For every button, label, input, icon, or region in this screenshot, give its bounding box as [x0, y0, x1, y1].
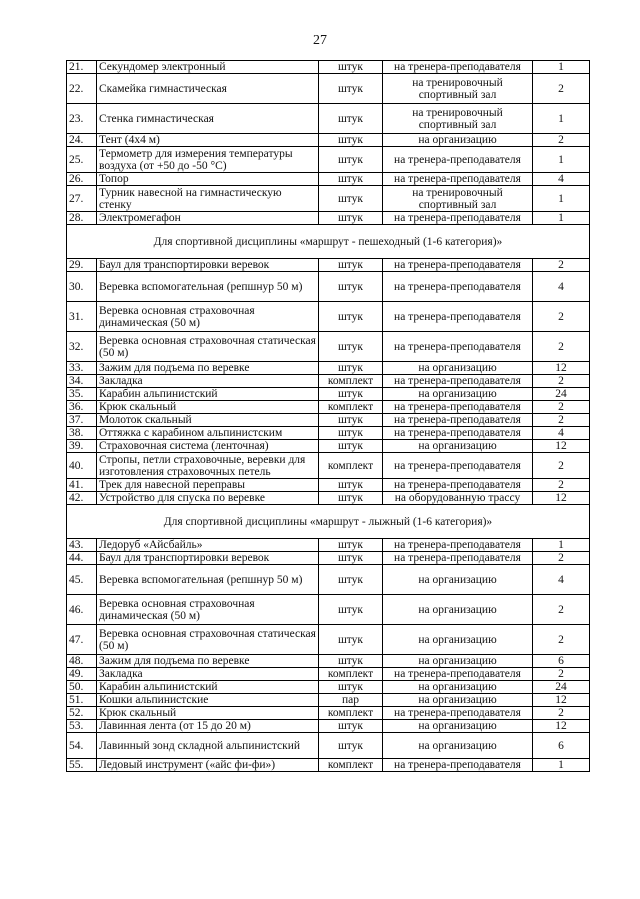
unit-of-measure-cell: штук [319, 186, 383, 212]
quantity-cell: 6 [533, 655, 590, 668]
allocation-basis-cell: на тренера-преподавателя [383, 539, 533, 552]
table-row [67, 655, 590, 668]
unit-of-measure-cell: комплект [319, 759, 383, 772]
quantity-cell: 24 [533, 388, 590, 401]
allocation-basis-cell: на тренера-преподавателя [383, 427, 533, 440]
table-row [67, 427, 590, 440]
allocation-basis-cell: на организацию [383, 655, 533, 668]
item-name-cell: Скамейка гимнастическая [97, 74, 319, 104]
row-number-cell: 25. [67, 147, 97, 173]
row-number-cell: 54. [67, 733, 97, 759]
unit-of-measure-cell: штук [319, 388, 383, 401]
row-number-cell: 22. [67, 74, 97, 104]
table-row [67, 565, 590, 595]
unit-of-measure-cell: комплект [319, 375, 383, 388]
allocation-basis-cell: на организацию [383, 681, 533, 694]
unit-of-measure-cell: штук [319, 134, 383, 147]
item-name-cell: Стропы, петли страховочные, веревки для изготовления страховочных петель [97, 453, 319, 479]
table-row [67, 272, 590, 302]
quantity-cell: 12 [533, 440, 590, 453]
item-name-cell: Топор [97, 173, 319, 186]
allocation-basis-cell: на организацию [383, 733, 533, 759]
quantity-cell: 2 [533, 479, 590, 492]
item-name-cell: Трек для навесной переправы [97, 479, 319, 492]
quantity-cell: 1 [533, 147, 590, 173]
row-number-cell: 23. [67, 104, 97, 134]
quantity-cell: 4 [533, 427, 590, 440]
allocation-basis-cell: на тренера-преподавателя [383, 668, 533, 681]
table-row [67, 733, 590, 759]
table-row [67, 173, 590, 186]
allocation-basis-cell: на организацию [383, 720, 533, 733]
quantity-cell: 2 [533, 302, 590, 332]
item-name-cell: Устройство для спуска по веревке [97, 492, 319, 505]
table-row [67, 539, 590, 552]
table-row [67, 595, 590, 625]
allocation-basis-cell: на тренера-преподавателя [383, 212, 533, 225]
unit-of-measure-cell: комплект [319, 668, 383, 681]
allocation-basis-cell: на организацию [383, 362, 533, 375]
table-row [67, 479, 590, 492]
unit-of-measure-cell: штук [319, 212, 383, 225]
quantity-cell: 2 [533, 375, 590, 388]
page-number: 27 [313, 33, 327, 48]
unit-of-measure-cell: комплект [319, 453, 383, 479]
allocation-basis-cell: на организацию [383, 440, 533, 453]
quantity-cell: 2 [533, 259, 590, 272]
table-row [67, 492, 590, 505]
row-number-cell: 43. [67, 539, 97, 552]
quantity-cell: 2 [533, 595, 590, 625]
table-row [67, 104, 590, 134]
table-row [67, 61, 590, 74]
row-number-cell: 41. [67, 479, 97, 492]
allocation-basis-cell: на тренера-преподавателя [383, 759, 533, 772]
row-number-cell: 46. [67, 595, 97, 625]
item-name-cell: Веревка основная страховочная статическая (50 м) [97, 625, 319, 655]
allocation-basis-cell: на тренера-преподавателя [383, 147, 533, 173]
quantity-cell: 2 [533, 707, 590, 720]
unit-of-measure-cell: штук [319, 302, 383, 332]
item-name-cell: Зажим для подъема по веревке [97, 362, 319, 375]
item-name-cell: Крюк скальный [97, 401, 319, 414]
unit-of-measure-cell: штук [319, 681, 383, 694]
quantity-cell: 12 [533, 694, 590, 707]
table-row [67, 759, 590, 772]
allocation-basis-cell: на организацию [383, 134, 533, 147]
item-name-cell: Лавинный зонд складной альпинистский [97, 733, 319, 759]
row-number-cell: 51. [67, 694, 97, 707]
allocation-basis-cell: на тренера-преподавателя [383, 552, 533, 565]
unit-of-measure-cell: штук [319, 440, 383, 453]
unit-of-measure-cell: штук [319, 625, 383, 655]
table-row [67, 186, 590, 212]
quantity-cell: 2 [533, 134, 590, 147]
equipment-table [66, 60, 590, 772]
table-row [67, 302, 590, 332]
item-name-cell: Ледоруб «Айсбайль» [97, 539, 319, 552]
allocation-basis-cell: на оборудованную трассу [383, 492, 533, 505]
unit-of-measure-cell: штук [319, 552, 383, 565]
section-header-row [67, 225, 590, 259]
table-row [67, 134, 590, 147]
allocation-basis-cell: на организацию [383, 565, 533, 595]
quantity-cell: 4 [533, 173, 590, 186]
row-number-cell: 49. [67, 668, 97, 681]
unit-of-measure-cell: штук [319, 104, 383, 134]
item-name-cell: Оттяжка с карабином альпинистским [97, 427, 319, 440]
table-row [67, 694, 590, 707]
item-name-cell: Веревка основная страховочная динамическая (50 м) [97, 595, 319, 625]
row-number-cell: 42. [67, 492, 97, 505]
section-header-row [67, 505, 590, 539]
unit-of-measure-cell: штук [319, 74, 383, 104]
quantity-cell: 4 [533, 565, 590, 595]
unit-of-measure-cell: комплект [319, 401, 383, 414]
quantity-cell: 6 [533, 733, 590, 759]
row-number-cell: 24. [67, 134, 97, 147]
table-row [67, 362, 590, 375]
allocation-basis-cell: на тренера-преподавателя [383, 173, 533, 186]
quantity-cell: 2 [533, 332, 590, 362]
row-number-cell: 39. [67, 440, 97, 453]
item-name-cell: Крюк скальный [97, 707, 319, 720]
quantity-cell: 1 [533, 539, 590, 552]
quantity-cell: 2 [533, 414, 590, 427]
item-name-cell: Кошки альпинистские [97, 694, 319, 707]
unit-of-measure-cell: комплект [319, 707, 383, 720]
row-number-cell: 21. [67, 61, 97, 74]
row-number-cell: 44. [67, 552, 97, 565]
allocation-basis-cell: на тренера-преподавателя [383, 453, 533, 479]
item-name-cell: Закладка [97, 668, 319, 681]
unit-of-measure-cell: штук [319, 427, 383, 440]
table-row [67, 681, 590, 694]
allocation-basis-cell: на тренера-преподавателя [383, 332, 533, 362]
quantity-cell: 2 [533, 401, 590, 414]
unit-of-measure-cell: штук [319, 362, 383, 375]
row-number-cell: 27. [67, 186, 97, 212]
allocation-basis-cell: на тренера-преподавателя [383, 707, 533, 720]
quantity-cell: 2 [533, 74, 590, 104]
table-row [67, 707, 590, 720]
unit-of-measure-cell: штук [319, 565, 383, 595]
row-number-cell: 35. [67, 388, 97, 401]
item-name-cell: Тент (4x4 м) [97, 134, 319, 147]
unit-of-measure-cell: штук [319, 147, 383, 173]
row-number-cell: 26. [67, 173, 97, 186]
item-name-cell: Стенка гимнастическая [97, 104, 319, 134]
item-name-cell: Страховочная система (ленточная) [97, 440, 319, 453]
item-name-cell: Молоток скальный [97, 414, 319, 427]
allocation-basis-cell: на организацию [383, 388, 533, 401]
item-name-cell: Закладка [97, 375, 319, 388]
row-number-cell: 38. [67, 427, 97, 440]
unit-of-measure-cell: штук [319, 492, 383, 505]
quantity-cell: 1 [533, 759, 590, 772]
row-number-cell: 50. [67, 681, 97, 694]
quantity-cell: 1 [533, 212, 590, 225]
item-name-cell: Веревка основная страховочная динамическая (50 м) [97, 302, 319, 332]
quantity-cell: 1 [533, 186, 590, 212]
allocation-basis-cell: на тренера-преподавателя [383, 414, 533, 427]
quantity-cell: 12 [533, 492, 590, 505]
row-number-cell: 45. [67, 565, 97, 595]
row-number-cell: 28. [67, 212, 97, 225]
row-number-cell: 53. [67, 720, 97, 733]
allocation-basis-cell: на тренера-преподавателя [383, 479, 533, 492]
item-name-cell: Карабин альпинистский [97, 681, 319, 694]
unit-of-measure-cell: пар [319, 694, 383, 707]
quantity-cell: 2 [533, 625, 590, 655]
table-row [67, 259, 590, 272]
item-name-cell: Лавинная лента (от 15 до 20 м) [97, 720, 319, 733]
row-number-cell: 33. [67, 362, 97, 375]
unit-of-measure-cell: штук [319, 539, 383, 552]
table-row [67, 453, 590, 479]
table-row [67, 375, 590, 388]
allocation-basis-cell: на тренировочный спортивный зал [383, 104, 533, 134]
unit-of-measure-cell: штук [319, 259, 383, 272]
table-row [67, 388, 590, 401]
row-number-cell: 34. [67, 375, 97, 388]
unit-of-measure-cell: штук [319, 720, 383, 733]
table-row [67, 401, 590, 414]
allocation-basis-cell: на тренера-преподавателя [383, 302, 533, 332]
row-number-cell: 55. [67, 759, 97, 772]
quantity-cell: 12 [533, 362, 590, 375]
table-row [67, 414, 590, 427]
allocation-basis-cell: на тренера-преподавателя [383, 375, 533, 388]
unit-of-measure-cell: штук [319, 479, 383, 492]
allocation-basis-cell: на организацию [383, 625, 533, 655]
unit-of-measure-cell: штук [319, 332, 383, 362]
table-row [67, 720, 590, 733]
item-name-cell: Карабин альпинистский [97, 388, 319, 401]
item-name-cell: Термометр для измерения температуры воздуха (от +50 до -50 °C) [97, 147, 319, 173]
quantity-cell: 2 [533, 453, 590, 479]
quantity-cell: 1 [533, 61, 590, 74]
unit-of-measure-cell: штук [319, 655, 383, 668]
allocation-basis-cell: на тренировочный спортивный зал [383, 186, 533, 212]
table-row [67, 552, 590, 565]
unit-of-measure-cell: штук [319, 595, 383, 625]
item-name-cell: Электромегафон [97, 212, 319, 225]
row-number-cell: 48. [67, 655, 97, 668]
item-name-cell: Баул для транспортировки веревок [97, 552, 319, 565]
unit-of-measure-cell: штук [319, 173, 383, 186]
table-row [67, 74, 590, 104]
item-name-cell: Зажим для подъема по веревке [97, 655, 319, 668]
item-name-cell: Турник навесной на гимнастическую стенку [97, 186, 319, 212]
quantity-cell: 2 [533, 668, 590, 681]
row-number-cell: 37. [67, 414, 97, 427]
table-row [67, 668, 590, 681]
table-row [67, 440, 590, 453]
allocation-basis-cell: на тренера-преподавателя [383, 401, 533, 414]
quantity-cell: 2 [533, 552, 590, 565]
allocation-basis-cell: на тренера-преподавателя [383, 61, 533, 74]
item-name-cell: Веревка вспомогательная (репшнур 50 м) [97, 565, 319, 595]
item-name-cell: Веревка основная страховочная статическая (50 м) [97, 332, 319, 362]
table-row [67, 147, 590, 173]
allocation-basis-cell: на тренера-преподавателя [383, 259, 533, 272]
table-row [67, 212, 590, 225]
quantity-cell: 1 [533, 104, 590, 134]
item-name-cell: Ледовый инструмент («айс фи-фи») [97, 759, 319, 772]
quantity-cell: 24 [533, 681, 590, 694]
row-number-cell: 29. [67, 259, 97, 272]
quantity-cell: 12 [533, 720, 590, 733]
item-name-cell: Веревка вспомогательная (репшнур 50 м) [97, 272, 319, 302]
quantity-cell: 4 [533, 272, 590, 302]
unit-of-measure-cell: штук [319, 733, 383, 759]
item-name-cell: Секундомер электронный [97, 61, 319, 74]
row-number-cell: 47. [67, 625, 97, 655]
item-name-cell: Баул для транспортировки веревок [97, 259, 319, 272]
section-title: Для спортивной дисциплины «маршрут - лыжный (1-6 категория)» [67, 505, 590, 539]
table-row [67, 625, 590, 655]
row-number-cell: 32. [67, 332, 97, 362]
unit-of-measure-cell: штук [319, 414, 383, 427]
row-number-cell: 40. [67, 453, 97, 479]
allocation-basis-cell: на тренера-преподавателя [383, 272, 533, 302]
row-number-cell: 30. [67, 272, 97, 302]
allocation-basis-cell: на организацию [383, 595, 533, 625]
section-title: Для спортивной дисциплины «маршрут - пешеходный (1-6 категория)» [67, 225, 590, 259]
allocation-basis-cell: на организацию [383, 694, 533, 707]
unit-of-measure-cell: штук [319, 272, 383, 302]
row-number-cell: 52. [67, 707, 97, 720]
row-number-cell: 36. [67, 401, 97, 414]
allocation-basis-cell: на тренировочный спортивный зал [383, 74, 533, 104]
unit-of-measure-cell: штук [319, 61, 383, 74]
table-row [67, 332, 590, 362]
row-number-cell: 31. [67, 302, 97, 332]
